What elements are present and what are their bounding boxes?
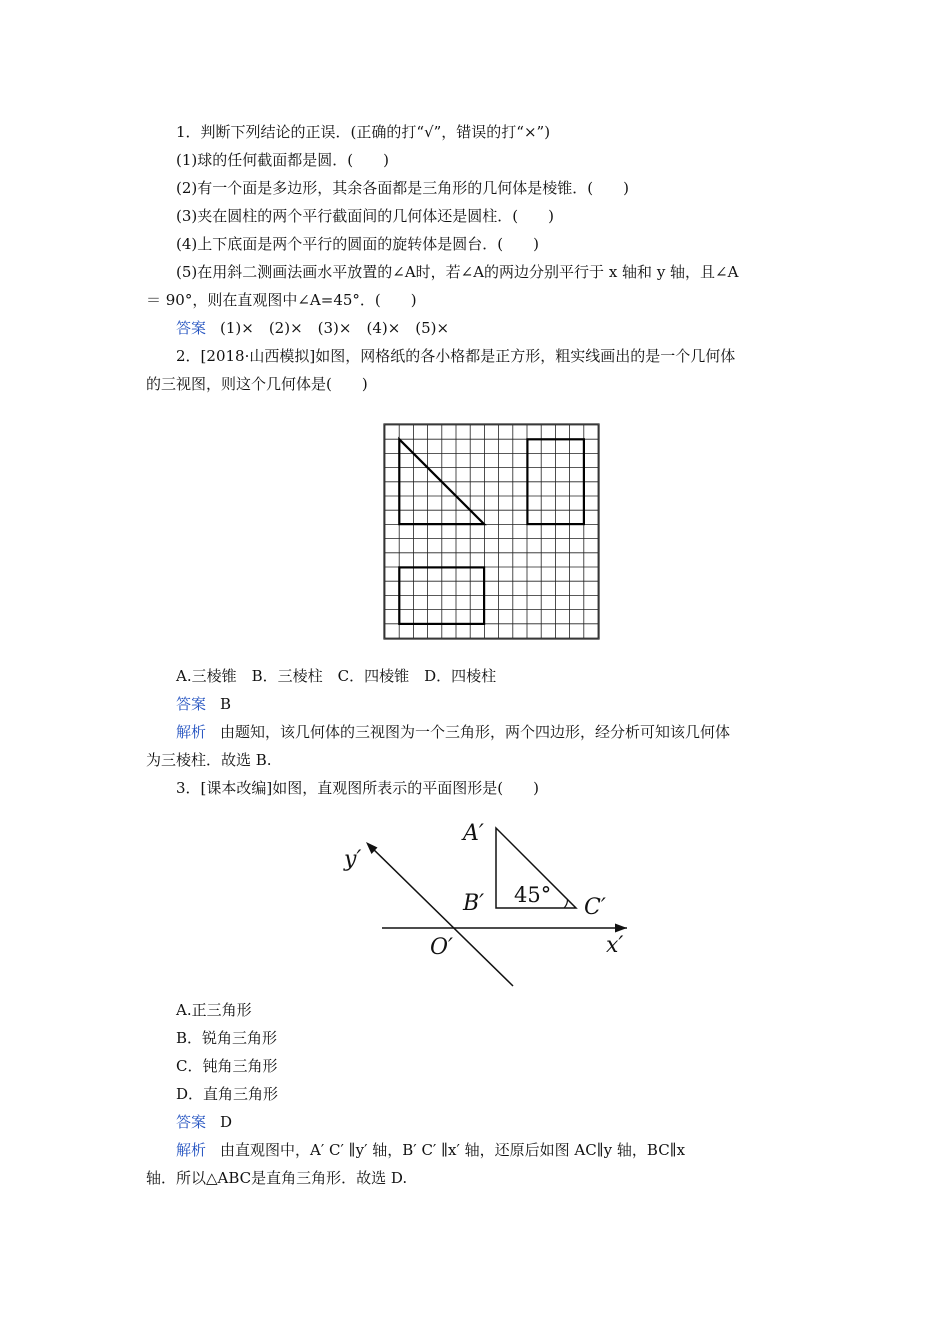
label-a-prime: A′ <box>463 821 484 846</box>
answer-label: 答案 <box>176 695 207 713</box>
q2-answer: B <box>220 695 232 713</box>
q2-stem-line2: 的三视图，则这个几何体是( ) <box>146 375 368 393</box>
q1-item-1: (1)球的任何截面都是圆．( ) <box>176 151 389 169</box>
label-x-axis: x′ <box>606 933 624 958</box>
intuitive-diagram <box>330 808 650 993</box>
analysis-label: 解析 <box>176 723 207 741</box>
y-axis <box>368 844 513 986</box>
q3-answer-line <box>176 1112 232 1132</box>
q3-option-d: D．直角三角形 <box>176 1085 279 1103</box>
analysis-label: 解析 <box>176 1141 207 1159</box>
label-angle: 45° <box>514 883 552 907</box>
q2-analysis-line2: 为三棱柱．故选 B. <box>146 751 272 769</box>
q1-item-5-cont: ＝ 90°，则在直观图中∠A=45°．( ) <box>146 291 417 309</box>
q2-options: A.三棱锥 B．三棱柱 C．四棱锥 D．四棱柱 <box>176 667 497 685</box>
q1-item-2: (2)有一个面是多边形，其余各面都是三角形的几何体是棱锥．( ) <box>176 179 629 197</box>
q3-analysis-line2: 轴．所以△ABC是直角三角形．故选 D. <box>146 1169 408 1187</box>
label-y-axis: y′ <box>344 847 362 872</box>
label-origin: O′ <box>430 935 454 960</box>
q1-answer: (1)× (2)× (3)× (4)× (5)× <box>220 319 450 337</box>
answer-label: 答案 <box>176 1113 207 1131</box>
q3-analysis-text: 由直观图中，A′ C′ ∥y′ 轴，B′ C′ ∥x′ 轴，还原后如图 AC∥y 轴，BC∥x <box>220 1141 686 1159</box>
answer-label: 答案 <box>176 319 207 337</box>
q1-item-4: (4)上下底面是两个平行的圆面的旋转体是圆台．( ) <box>176 235 539 253</box>
x-axis-arrow <box>615 924 627 933</box>
q1-item-3: (3)夹在圆柱的两个平行截面间的几何体还是圆柱．( ) <box>176 207 554 225</box>
q2-analysis-text: 由题知，该几何体的三视图为一个三角形，两个四边形，经分析可知该几何体 <box>220 723 731 741</box>
q2-answer-line <box>176 694 231 714</box>
q1-answer-line <box>176 318 449 338</box>
q3-analysis-line1 <box>176 1140 685 1160</box>
q3-answer: D <box>220 1113 233 1131</box>
q2-analysis-line1 <box>176 722 730 742</box>
q3-stem: 3．[课本改编]如图，直观图所表示的平面图形是( ) <box>176 779 539 797</box>
q2-stem-line1: 2．[2018·山西模拟]如图，网格纸的各小格都是正方形，粗实线画出的是一个几何体 <box>176 347 736 365</box>
three-view-figure <box>380 420 605 645</box>
label-b-prime: B′ <box>463 891 485 916</box>
label-c-prime: C′ <box>584 895 606 920</box>
q3-option-a: A.正三角形 <box>176 1001 252 1019</box>
q1-stem: 1．判断下列结论的正误．(正确的打“√”，错误的打“×”) <box>176 123 551 141</box>
q3-option-c: C．钝角三角形 <box>176 1057 278 1075</box>
angle-arc <box>564 900 568 909</box>
q1-item-5: (5)在用斜二测画法画水平放置的∠A时，若∠A的两边分别平行于 x 轴和 y 轴，且∠A <box>176 263 739 281</box>
q3-option-b: B．锐角三角形 <box>176 1029 278 1047</box>
